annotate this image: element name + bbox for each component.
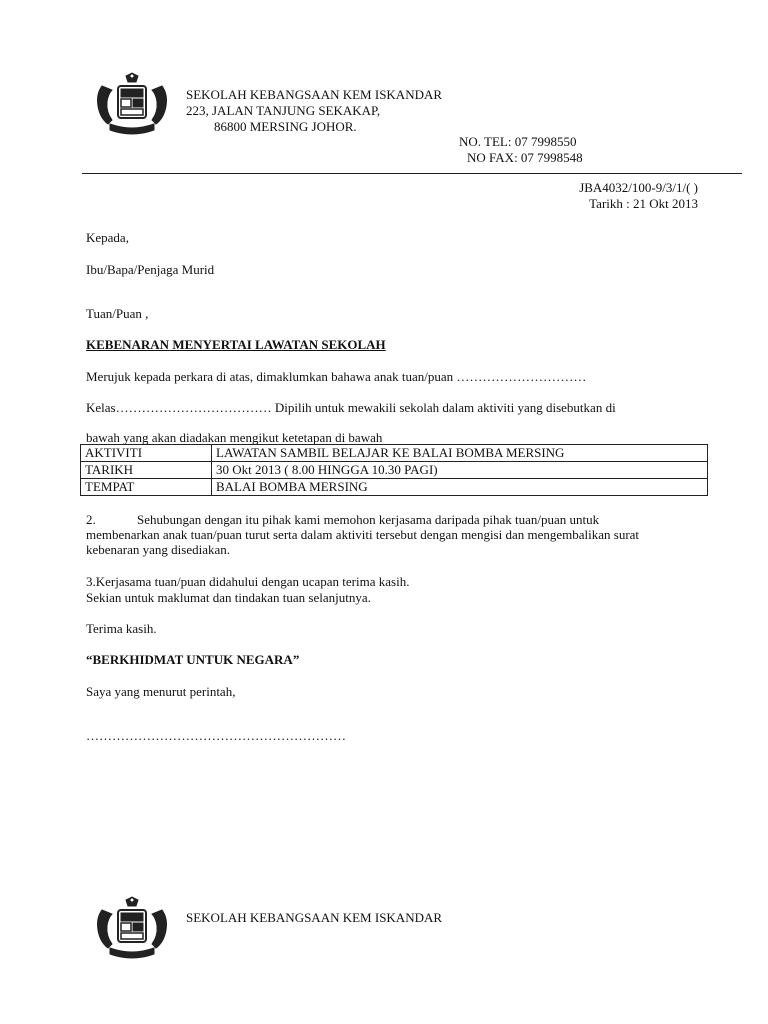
salutation-to: Kepada,: [86, 230, 129, 245]
paragraph-2-line-3: kebenaran yang disediakan.: [86, 542, 231, 557]
recipient: Ibu/Bapa/Penjaga Murid: [86, 262, 215, 277]
paragraph-3-line-1: 3.Kerjasama tuan/puan didahului dengan ucapan terima kasih.: [86, 574, 410, 589]
address-line-1: 223, JALAN TANJUNG SEKAKAP,: [186, 103, 381, 118]
fax-number: NO FAX: 07 7998548: [467, 150, 583, 165]
greeting: Tuan/Puan ,: [86, 306, 149, 321]
table-row: [81, 462, 708, 479]
closing: Saya yang menurut perintah,: [86, 684, 236, 699]
address-line-2: 86800 MERSING JOHOR.: [214, 119, 357, 134]
letter-subject: KEBENARAN MENYERTAI LAWATAN SEKOLAH: [86, 337, 386, 352]
malaysia-coat-of-arms-icon: [92, 72, 172, 136]
letter-date: Tarikh : 21 Okt 2013: [589, 196, 698, 211]
signature-line: ……………………………………………………: [86, 728, 346, 743]
activity-details-table: [80, 444, 708, 496]
paragraph-kelas-cont: bawah yang akan diadakan mengikut ketetapan di bawah: [86, 430, 383, 445]
table-row: [81, 445, 708, 462]
thanks: Terima kasih.: [86, 621, 157, 636]
table-label: AKTIVITI: [81, 445, 212, 462]
table-label: TEMPAT: [81, 479, 212, 496]
motto: “BERKHIDMAT UNTUK NEGARA”: [86, 652, 300, 667]
school-name: SEKOLAH KEBANGSAAN KEM ISKANDAR: [186, 87, 443, 102]
table-value: 30 Okt 2013 ( 8.00 HINGGA 10.30 PAGI): [212, 462, 708, 479]
paragraph-3-line-2: Sekian untuk maklumat dan tindakan tuan selanjutnya.: [86, 590, 371, 605]
paragraph-2-line-2: membenarkan anak tuan/puan turut serta dalam aktiviti tersebut dengan mengisi dan mengembalikan surat: [86, 527, 640, 542]
paragraph-kelas: Kelas……………………………… Dipilih untuk mewakili sekolah dalam aktiviti yang disebutkan di: [86, 400, 616, 415]
table-value: BALAI BOMBA MERSING: [212, 479, 708, 496]
footer-school-name: SEKOLAH KEBANGSAAN KEM ISKANDAR: [186, 910, 443, 925]
header-divider: [82, 173, 742, 174]
reference-number: JBA4032/100-9/3/1/( ): [579, 180, 698, 195]
table-value: LAWATAN SAMBIL BELAJAR KE BALAI BOMBA MERSING: [212, 445, 708, 462]
paragraph-2-number: 2.: [86, 512, 96, 527]
malaysia-coat-of-arms-icon: [92, 896, 172, 960]
table-label: TARIKH: [81, 462, 212, 479]
phone-number: NO. TEL: 07 7998550: [459, 134, 577, 149]
paragraph-1: Merujuk kepada perkara di atas, dimaklumkan bahawa anak tuan/puan …………………………: [86, 369, 587, 384]
paragraph-2-line-1: Sehubungan dengan itu pihak kami memohon kerjasama daripada pihak tuan/puan untuk: [137, 512, 600, 527]
table-row: [81, 479, 708, 496]
